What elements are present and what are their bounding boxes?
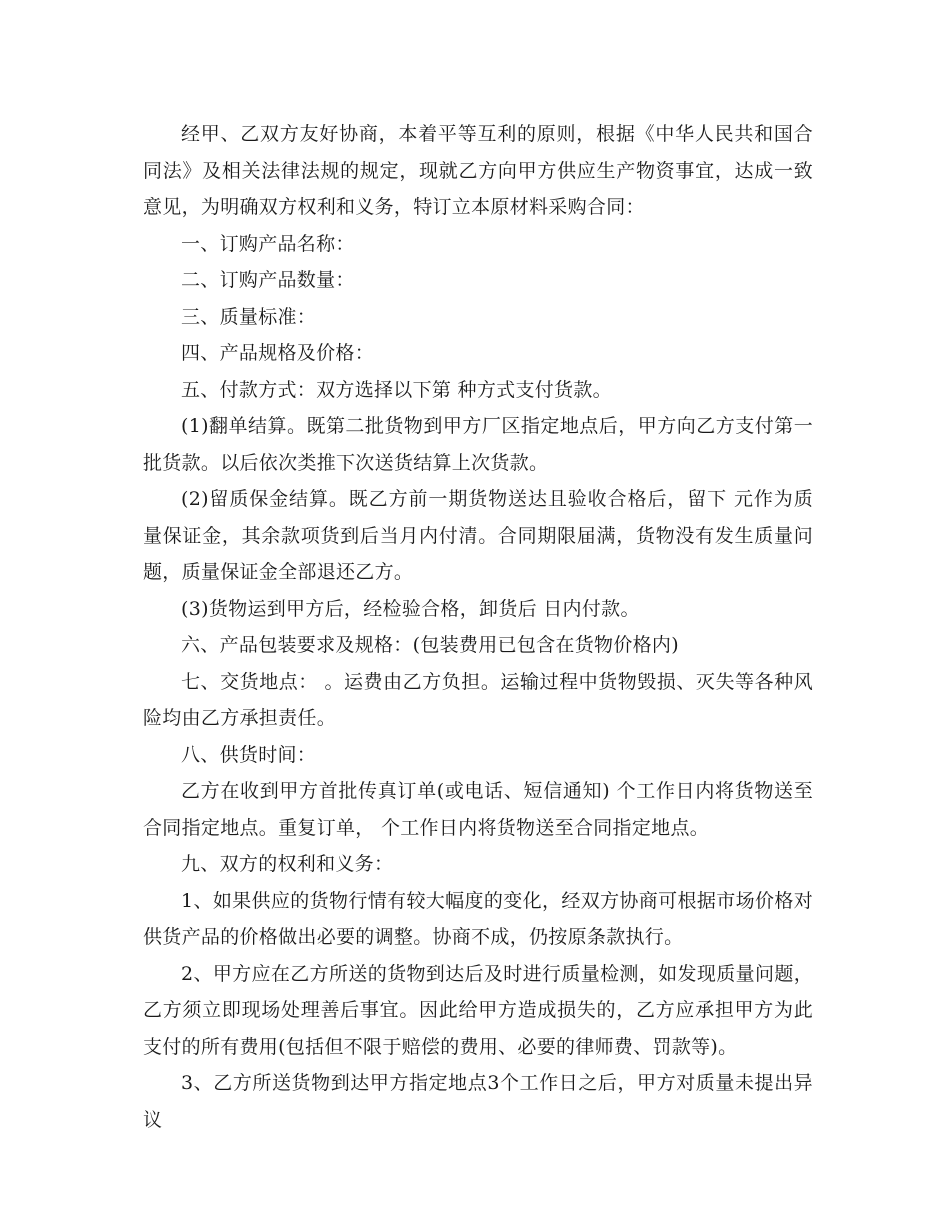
clause-supply-time: 八、供货时间：	[181, 743, 317, 766]
obligation-1: 1、如果供应的货物行情有较大幅度的变化，经双方协商可根据市场价格对供货产品的价格做出必要的调整。协商不成，仍按原条款执行。	[143, 889, 813, 948]
payment-option-1: (1)翻单结算。既第二批货物到甲方厂区指定地点后，甲方向乙方支付第一批货款。以后依次类推下次送货结算上次货款。	[143, 415, 813, 474]
clause-spec-price: 四、产品规格及价格：	[181, 342, 375, 364]
clause-quality-standard: 三、质量标准：	[181, 305, 317, 328]
supply-time-detail: 乙方在收到甲方首批传真订单(或电话、短信通知) 个工作日内将货物送至合同指定地点。重复订单， 个工作日内将货物送至合同指定地点。	[143, 780, 813, 839]
obligation-2: 2、甲方应在乙方所送的货物到达后及时进行质量检测，如发现质量问题，乙方须立即现场处理善后事宜。因此给甲方造成损失的，乙方应承担甲方为此支付的所有费用(包括但不限于赔偿的费用、必要的律师费、罚款等)。	[143, 962, 813, 1058]
obligation-3: 3、乙方所送货物到达甲方指定地点3个工作日之后，甲方对质量未提出异议	[143, 1072, 813, 1131]
clause-product-quantity: 二、订购产品数量：	[181, 269, 355, 291]
intro-paragraph: 经甲、乙双方友好协商，本着平等互利的原则，根据《中华人民共和国合同法》及相关法律法规的规定，现就乙方向甲方供应生产物资事宜，达成一致意见，为明确双方权利和义务，特订立本原材料采购合同：	[143, 123, 813, 218]
clause-delivery-location: 七、交货地点： 。运费由乙方负担。运输过程中货物毁损、灭失等各种风险均由乙方承担责任。	[143, 670, 813, 729]
payment-option-2: (2)留质保金结算。既乙方前一期货物送达且验收合格后，留下 元作为质量保证金，其余款项货到后当月内付清。合同期限届满，货物没有发生质量问题，质量保证金全部退还乙方。	[143, 488, 813, 583]
clause-product-name: 一、订购产品名称：	[181, 232, 355, 255]
clause-payment-method: 五、付款方式：双方选择以下第 种方式支付货款。	[181, 378, 612, 401]
payment-option-3: (3)货物运到甲方后，经检验合格，卸货后 日内付款。	[181, 597, 640, 620]
clause-packaging: 六、产品包装要求及规格：(包装费用已包含在货物价格内)	[181, 634, 679, 656]
contract-body	[143, 116, 813, 1138]
clause-rights-obligations: 九、双方的权利和义务：	[181, 853, 394, 875]
